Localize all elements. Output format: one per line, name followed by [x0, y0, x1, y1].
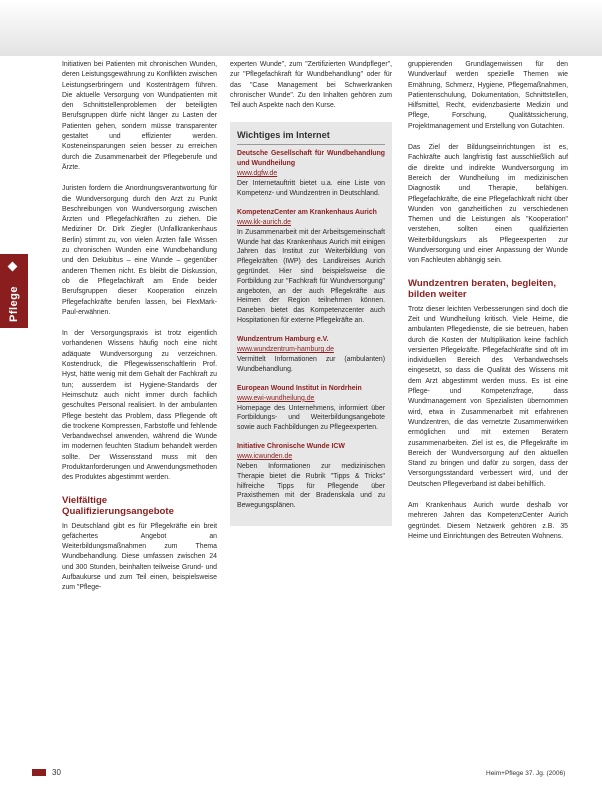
tab-bullet-icon: [8, 262, 18, 272]
paragraph: Juristen fordern die Anordnungsverantwortung für die Wundversorgung durch den Arzt zu Punkt Beschreibungen von Wundversorgung zwischen Ärzten und Pflegefachkräften zu ziehen. Die Mediziner Dr. Dirk Ziegler (Unfallkrankenhaus Berlin) stimmt zu, von vielen Ärzten falle Wissen zu chronischen Wunden eine Wundbehandlung und den Dekubitus – eine Wunde – gegenüber anderen Themen nicht. Es bleibt die Diskussion, ob die Pflegefachkraft am Ende beider Berufsgruppen dieser Kooperation einzeln Pflegefachkräfte berufen lassen, bei FlexMark-Paul-erwähnen.: [62, 185, 217, 316]
subheading: Vielfältige Qualifizierungsangebote: [62, 494, 174, 517]
entry-title: Initiative Chronische Wunde ICW: [237, 443, 345, 450]
paragraph: Initiativen bei Patienten mit chronischen Wunden, deren Leistungsgewährung zu Konflikten zwischen Leistungserbringern und Kostenträgern führen. Die aktuelle Versorgung von Wundpatienten mit den Schnittstellenproblemen der beteiligten Berufsgruppen dürfe nicht länger zu Lasten der Patienten gehen, sondern müsse transparenter gestaltet und effizienter werden. Kosteneinsparungen seien besser zu erreichen durch die Zusammenarbeit der Pflegeberufe und Ärzte.: [62, 61, 217, 171]
page-marker-icon: [32, 769, 46, 776]
info-box-heading: Wichtiges im Internet: [237, 130, 385, 144]
entry-description: Der Internetauftritt bietet u.a. eine Liste von Kompetenz- und Wundzentren in Deutschland.: [237, 180, 385, 197]
paragraph: Das Ziel der Bildungseinrichtungen ist es, Fachkräfte auch langfristig fast ausschließlich auf die direkte und indirekte Wundversorgung im Bereich der Wundheilung im medizinischen Diagnostik und Therapie, befähigen. Pflegefachkräfte, die eine Pflegefachkraft nicht über Wunden von ganzheitlichen zu verschiedenen Themen und die Leistungen als "Kooperation" verstehen, sollten einen qualifizierten Weiterbildungskurs als Pflegeexperten zur Wundversorgung und einer Anpassung der Wunde von Fachleuten abhängig sein.: [408, 144, 568, 265]
paragraph: gruppierenden Grundlagenwissen für den Wundverlauf werden spezielle Themen wie Ernährung, Schmerz, Hygiene, Pflegemaßnahmen, Patientenschulung, Dokumentation, Schnittstellen, Hilfsmittel, Recht, evidenzbasierte Medizin und Pflege, Forschung, Qualitätssicherung, Projektmanagement und Erstellung von Gutachten.: [408, 61, 568, 130]
entry-description: Neben Informationen zur medizinischen Therapie bietet die Rubrik "Tipps & Tricks" hilfreiche Tipps für Pflegende über Praxisthemen mit der Bradenskala und zu Bewegungsplänen.: [237, 463, 385, 510]
entry-description: Homepage des Unternehmens, informiert über Fortbildungs- und Weiterbildungsangebote sowie auch Fachbildungen zu Pflegeexperten.: [237, 404, 385, 432]
paragraph: In der Versorgungspraxis ist trotz eigentlich vorhandenen Wissens häufig noch eine nicht adäquate Wundversorgung zu verzeichnen. Kostendruck, die Pflegewissenschaftlerin Prof. Hyst, hätte wenig mit dem Gehalt der Fachkraft zu tun; ausserdem ist Hygiene-Standards der Heimschutz auch nicht immer durch fachlich geschultes Personal realisiert. In der ambulanten Pflege besteht das Problem, dass Pflegende oft die trockene Kompressen, Farbstoffe und fehlende Verbandwechsel anwenden, während die Wunde im modernen feuchten Stadium behandelt werden sollte. Der Wissensstand muss mit den Produktanforderungen und Anwendungsmethoden des Produktes abgestimmt werden.: [62, 330, 217, 482]
section-tab: [0, 254, 28, 328]
subheading: Wundzentren beraten, begleiten, bilden weiter: [408, 277, 557, 300]
entry-title: Deutsche Gesellschaft für Wundbehandlung und Wundheilung: [237, 149, 385, 168]
entry-link[interactable]: www.dgfw.de: [237, 170, 278, 178]
entry-link[interactable]: www.icwunden.de: [237, 453, 293, 461]
paragraph: In Deutschland gibt es für Pflegekräfte ein breit gefächertes Angebot an Weiterbildungsmaßnahmen zum Thema Wundbehandlung. Diese umfassen zwischen 24 und 300 Stunden, beinhalten teilweise Grund- und Aufbaukurse und zum Teil einen, beispielsweise zum "Pflege-: [62, 522, 217, 592]
link-entry: [237, 335, 385, 375]
link-entry: [237, 149, 385, 199]
link-entry: [237, 442, 385, 511]
entry-title: Wundzentrum Hamburg e.V.: [237, 335, 329, 343]
article-column-3: [408, 60, 568, 553]
entry-description: In Zusammenarbeit mit der Arbeitsgemeinschaft Wunde hat das Krankenhaus Aurich mit einigen Jahren das Institut zur Weiterbildung von Pflegekräften (IWP) des Landkreises Aurich gegründet. Hier sind beispielsweise die Fortbildung zur "Fachkraft für Wundversorgung" angeboten, an der auch Pflegekräfte aus Heimen der Region teilnehmen können. Daneben bietet das Kompetenzcenter auch Hospitationen für externe Pflegekräfte an.: [237, 228, 385, 325]
journal-citation: Heim+Pflege 37. Jg. (2006): [486, 770, 566, 777]
entry-link[interactable]: www.ewi-wundheilung.de: [237, 394, 315, 402]
article-column-1: [62, 60, 217, 605]
entry-link[interactable]: www.wundzentrum-hamburg.de: [237, 346, 334, 354]
header-band: [0, 0, 602, 56]
page-number-text: 30: [52, 768, 61, 777]
entry-title: European Wound Institut in Nordrhein: [237, 384, 362, 392]
article-column-2: [230, 60, 392, 526]
link-entry: [237, 384, 385, 433]
paragraph: Trotz dieser leichten Verbesserungen sind doch die Zeit und Wundheilung kritisch. Viele Heime, die ambulanten Pflegedienste, die sie betreuen, haben durch die Kosten der Multiplikation keine fachlich versierten Pflegekräfte. Pflegefachkräfte sind oft im individuellen Bereich des Verbandwechsels eingesetzt, so dass die Qualität des Wissens mit dem Arzt abgestimmt werden muss. Es ist eine Pflege- und Kompetenzfrage, dass Wundmanagement von Spezialisten übernommen wird, etwa in Zusammenarbeit mit erfahrenen Wundzentren, die das vernetzte Zusammenwirken ermöglichen und mit externen Beratern zusammenarbeiten. Ziel ist es, die Pflegekräfte im Bereich der Wundversorgung auf den aktuellen Stand zu bringen und dafür zu sorgen, dass der Versorgungsstandard verbessert wird, und der Deutschen Pflegeverband ist dabei behilflich.: [408, 305, 568, 488]
info-box: [230, 122, 392, 526]
section-tab-label: Pflege: [8, 286, 20, 323]
paragraph: experten Wunde", zum "Zertifizierten Wundpfleger", zur "Pflegefachkraft für Wundbehandlung" oder für das "Case Management bei Schwerkranken chronischer Wunde". Zu den Inhalten gehören zum Teil auch Aspekte nach den Kurse.: [230, 61, 392, 110]
link-entry: [237, 208, 385, 326]
entry-description: Vermittelt Informationen zur (ambulanten) Wundbehandlung.: [237, 355, 385, 373]
paragraph: Am Krankenhaus Aurich wurde deshalb vor mehreren Jahren das KompetenzCenter Aurich gegründet. Diesem Netzwerk gehören z.B. 35 Heime und Einrichtungen des Betreuten Wohnens.: [408, 501, 568, 540]
entry-title: KompetenzCenter am Krankenhaus Aurich: [237, 208, 377, 216]
entry-link[interactable]: www.kk-aurich.de: [237, 219, 291, 227]
page-number: [32, 768, 61, 777]
